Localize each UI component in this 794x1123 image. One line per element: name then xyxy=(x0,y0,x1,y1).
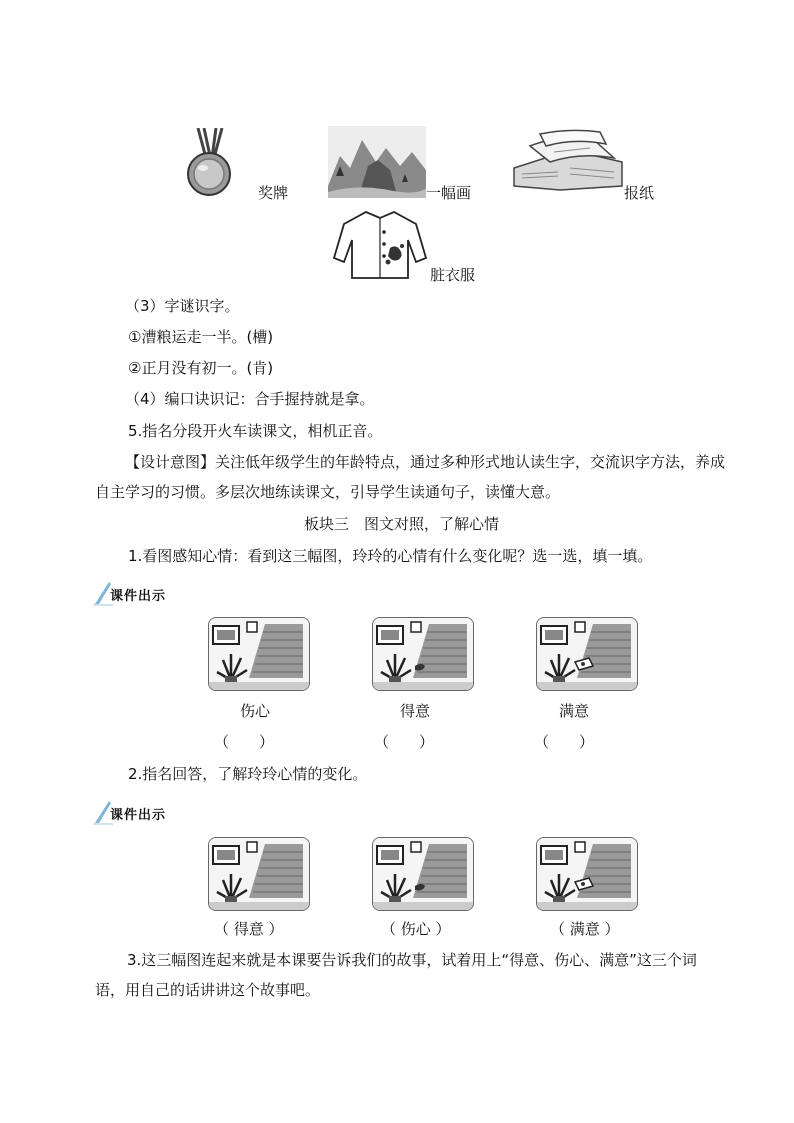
courseware-label: 课件出示 xyxy=(110,589,167,604)
scene-image-2 xyxy=(372,617,474,691)
medal-icon xyxy=(186,128,234,200)
newspaper-label: 报纸 xyxy=(624,184,655,202)
section3-title: 板块三 图文对照，了解心情 xyxy=(304,515,500,533)
blank-1[interactable]: （ ） xyxy=(214,733,275,751)
medal-image xyxy=(186,128,234,200)
staircase-scene-icon xyxy=(373,838,473,910)
answer-1: （ 得意 ） xyxy=(214,920,284,938)
scene-image-4 xyxy=(208,837,310,911)
answer-2: （ 伤心 ） xyxy=(381,920,451,938)
answer-3: （ 满意 ） xyxy=(550,920,620,938)
newspaper-icon xyxy=(510,128,626,192)
mnemonic-line: （4）编口诀识记：合手握持就是拿。 xyxy=(125,390,375,408)
medal-label: 奖牌 xyxy=(258,184,289,202)
blank-3[interactable]: （ ） xyxy=(534,733,595,751)
scene-image-3 xyxy=(536,617,638,691)
scene-image-6 xyxy=(536,837,638,911)
clothes-label: 脏衣服 xyxy=(430,266,476,284)
question-1: 1.看图感知心情：看到这三幅图，玲玲的心情有什么变化呢？选一选，填一填。 xyxy=(128,547,653,565)
word-sad: 伤心 xyxy=(240,702,271,720)
courseware-label-2: 课件出示 xyxy=(110,808,167,823)
staircase-scene-icon xyxy=(209,618,309,690)
question-2: 2.指名回答，了解玲玲心情的变化。 xyxy=(128,765,368,783)
scene-image-5 xyxy=(372,837,474,911)
read-aloud-line: 5.指名分段开火车读课文，相机正音。 xyxy=(128,422,383,440)
design-intent-paragraph: 【设计意图】关注低年级学生的年龄特点，通过多种形式地认读生字，交流识字方法，养成自主学习的习惯。多层次地练读课文，引导学生读通句子，读懂大意。 xyxy=(95,453,726,501)
landscape-painting-icon xyxy=(328,126,426,198)
painting-label: 一幅画 xyxy=(426,184,472,202)
newspaper-image xyxy=(510,128,626,192)
staircase-scene-icon xyxy=(537,618,637,690)
question-3: 3.这三幅图连起来就是本课要告诉我们的故事，试着用上“得意、伤心、满意”这三个词语，用自己的话讲讲这个故事吧。 xyxy=(95,951,697,999)
dirty-clothes-icon xyxy=(332,208,428,280)
staircase-scene-icon xyxy=(209,838,309,910)
scene-image-1 xyxy=(208,617,310,691)
landscape-painting-image xyxy=(328,126,426,198)
riddle-1: ①漕粮运走一半。(槽) xyxy=(128,328,274,346)
word-satisfied: 满意 xyxy=(559,702,590,720)
staircase-scene-icon xyxy=(537,838,637,910)
riddle-2: ②正月没有初一。(肯) xyxy=(128,359,274,377)
riddle-title: （3）字谜识字。 xyxy=(125,297,240,315)
word-proud: 得意 xyxy=(400,702,431,720)
blank-2[interactable]: （ ） xyxy=(374,733,435,751)
staircase-scene-icon xyxy=(373,618,473,690)
dirty-clothes-image xyxy=(332,208,428,280)
